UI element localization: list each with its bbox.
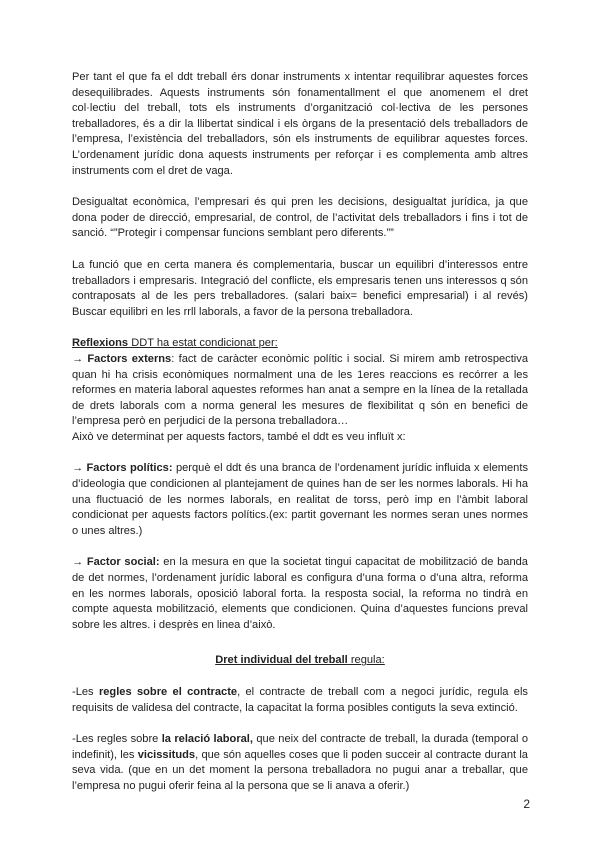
paragraph-function: La funció que en certa manera és complementaria, buscar un equilibri d’interessos entre treballadors i empresaris. Integració del conflicte, els empresaris tenen uns interessos q són contraposats al de les pers treballadores. (salari baix= benefici empresarial) i al revés) Buscar equilibri en les rrll laborals, a favor de la persona treballadora. xyxy=(72,258,528,318)
arrow-right-icon: → xyxy=(72,462,87,475)
factor-politics-text: perquè el ddt és una branca de l’ordenament jurídic influida x elements d’ideologia que condicionen al plantejament de quines han de ser les normes laborals. Hi ha una fluctuació de les normes laborals, en realitat de torss, però imp en l’àmbit laboral condicionat per aquests factors polítics.(ex: partit governant les normes seran unes normes o unes altres.) xyxy=(72,462,528,537)
factor-externs xyxy=(72,352,528,430)
rule-relacio-text-a: que neix del contracte de treball, la durada (temporal o indefinit), les xyxy=(72,733,529,761)
factor-politics xyxy=(72,461,528,539)
section-heading xyxy=(72,653,528,669)
section-title: Dret individual del treball xyxy=(215,654,348,667)
reflexions-heading xyxy=(72,336,528,352)
rule-contracte-label: regles sobre el contracte xyxy=(98,686,238,698)
rule-contracte xyxy=(72,685,528,716)
factor-social-text: en la mesura en que la societat tingui capacitat de mobilització de banda de det normes, l’ordenament jurídic laboral es configura d’una forma o d’una altra, reforma en les normes laborals, oposició laboral forta. la resposta social, la reforma no tindrà en compte aquesta mobilització, elements que condicionen. Quina d’aquestes funcions preval sobre les altres. i desprès en linea d’això. xyxy=(72,556,528,631)
arrow-right-icon: → xyxy=(72,556,87,569)
factor-politics-label: Factors polítics: xyxy=(86,462,173,475)
section-title-rest: regula: xyxy=(347,654,385,667)
factor-social-label: Factor social: xyxy=(86,556,160,569)
rule-relacio-text-b: , que són aquelles coses que li poden succeir al contracte durant la seva vida. (que en un det moment la persona treballadora no pugui anar a treballar, que l’empresa no pugui oferir feina al la persona que se li anava a oferir.) xyxy=(72,748,528,792)
factor-externs-text: : fact de caràcter econòmic polític i social. Si mirem amb retrospectiva quan hi ha crisis econòmiques normalment una de les 1eres reaccions es recórrer a les reformes en materia laboral aquestes reformes han anat a sempre en la línea de la retallada de drets laborals com a norma general les mesures de flexibilitat q són en benefici de l’empresa però en perjudici de la persona treballadora… xyxy=(72,352,528,428)
rule-relacio-prefix: -Les regles sobre xyxy=(72,733,162,746)
reflexions-title: Reflexions xyxy=(72,337,129,350)
factor-externs-label: Factors externs xyxy=(87,352,172,365)
paragraph-collective-rights: Per tant el que fa el ddt treball érs donar instruments x intentar requilibrar aquestes forces desequilibrades. Aquests instruments són fonamentallment el que anomenem el dret col·lectiu del treball, tots els instruments d’organització col·lectiva de les persones treballadores, és a dir la llibertat sindical i els òrgans de la presentació dels treballadors de l’empresa, l’existència del treballadors, són els instruments de equilibrar aquestes forces. L’ordenament jurídic dona aquests instruments per reforçar i es complementa amb altres instruments com el dret de vaga. xyxy=(72,71,528,177)
rule-contracte-prefix: -Les xyxy=(72,686,99,698)
reflexions-subtitle: DDT ha estat condicionat per: xyxy=(128,337,278,350)
rule-relacio-label: la relació laboral, xyxy=(161,733,253,746)
paragraph-inequality: Desigualtat econòmica, l’empresari és qui pren les decisions, desigualtat jurídica, ja que dona poder de direcció, empresarial, de control, de l’activitat dels treballadors i fins i tot de sanció. “”Protegir i compensar funcions semblant pero diferents.”” xyxy=(72,196,528,240)
page-number: 2 xyxy=(523,797,530,811)
factor-externs-note: Això ve determinat per aquests factors, també el ddt es veu influït x: xyxy=(72,430,406,443)
rule-relacio xyxy=(72,732,528,794)
rule-relacio-label-b: vicissituds xyxy=(137,748,196,761)
arrow-right-icon: → xyxy=(72,352,88,365)
rule-contracte-text: , el contracte de treball com a negoci jurídic, regula els requisits de validesa del contracte, la capacitat la forma posibles contiguts la seva extinció. xyxy=(72,686,528,714)
factor-social xyxy=(72,555,528,633)
